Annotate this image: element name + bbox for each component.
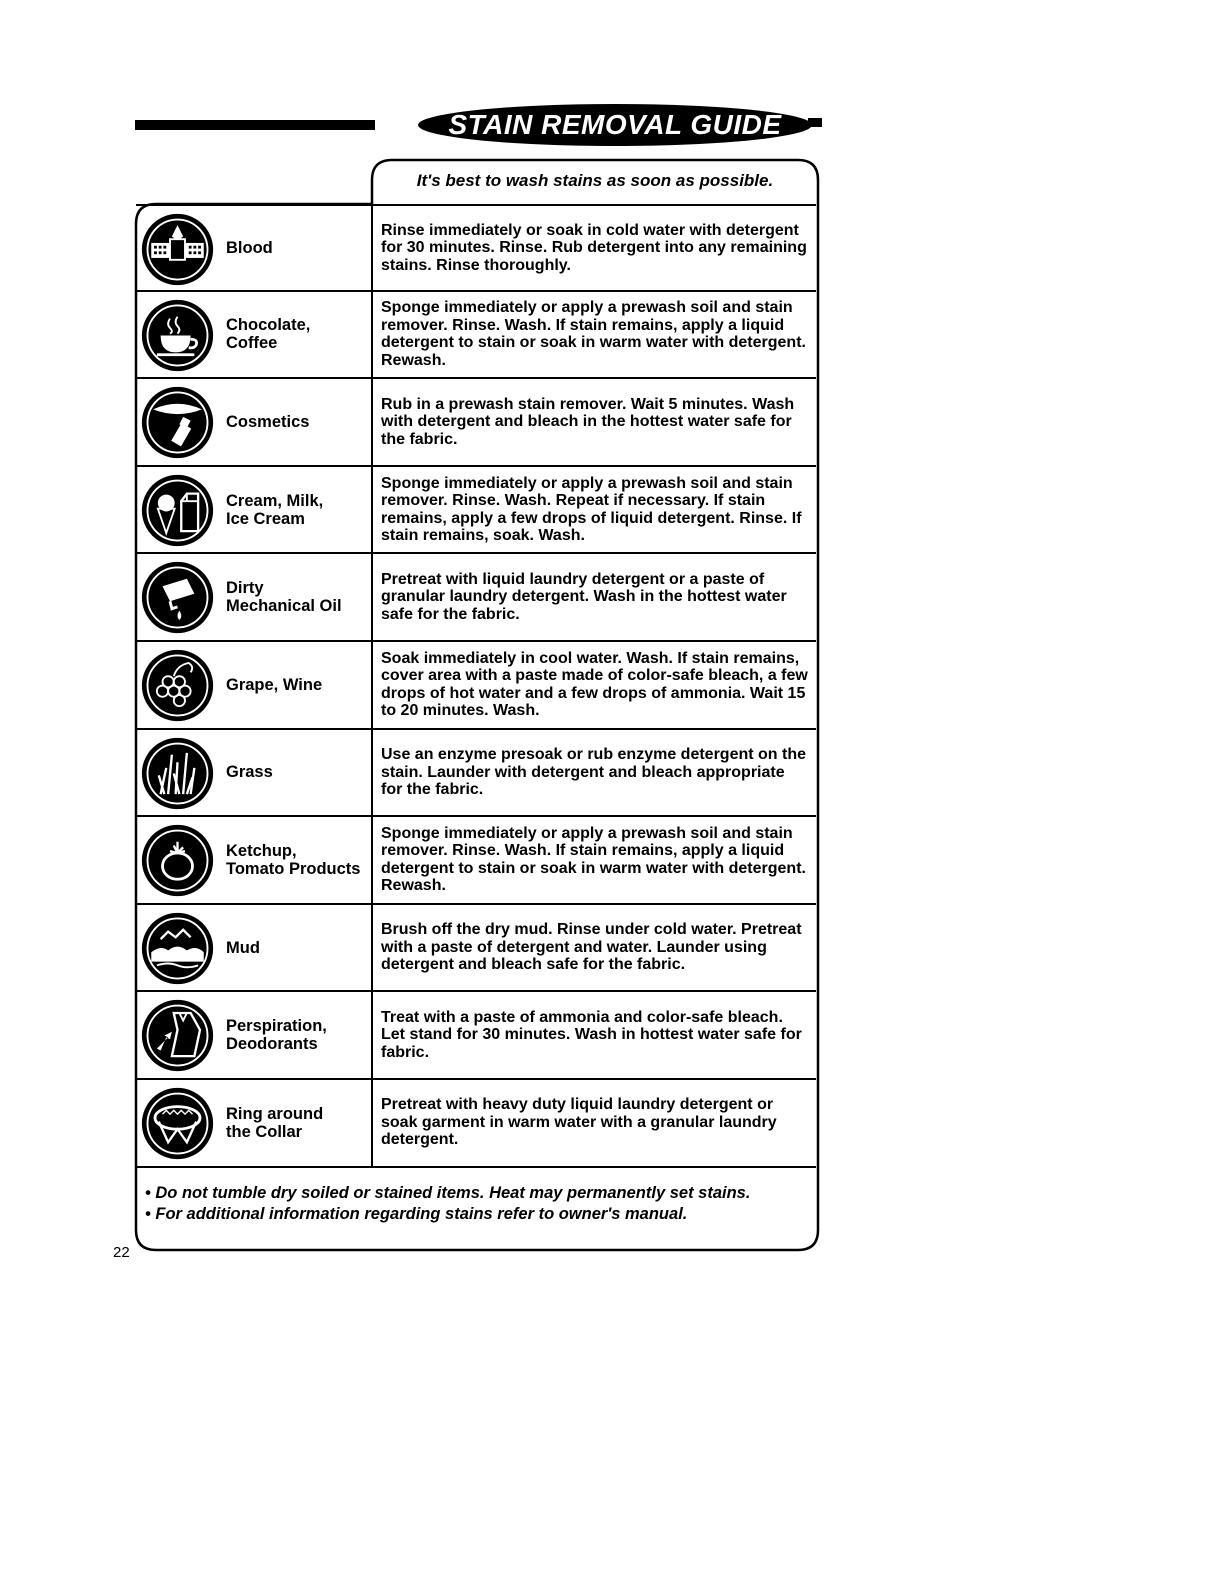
table-row <box>136 204 816 292</box>
footer-note: • Do not tumble dry soiled or stained items. Heat may permanently set stains. <box>145 1184 751 1202</box>
stain-instructions: Treat with a paste of ammonia and color-safe bleach. Let stand for 30 minutes. Wash in hottest water safe for fabric. <box>371 992 816 1078</box>
stain-name: Ketchup, Tomato Products <box>226 841 361 878</box>
collar-icon <box>140 1086 215 1161</box>
table-row <box>136 730 816 818</box>
table-row <box>136 292 816 380</box>
stain-name: Blood <box>226 238 273 257</box>
table-row <box>136 642 816 730</box>
footer-note: • For additional information regarding stains refer to owner's manual. <box>145 1205 688 1223</box>
stain-instructions: Soak immediately in cool water. Wash. If stain remains, cover area with a paste made of color-safe bleach, a few drops of hot water and a few drops of ammonia. Wait 15 to 20 minutes. Wash. <box>371 642 816 728</box>
stain-instructions: Sponge immediately or apply a prewash soil and stain remover. Rinse. Wash. If stain remains, apply a liquid detergent to stain or soak in warm water with detergent. Rewash. <box>371 292 816 378</box>
stain-name: Cosmetics <box>226 412 310 431</box>
top-rule <box>135 120 375 130</box>
oil-can-icon <box>140 560 215 635</box>
stain-instructions: Brush off the dry mud. Rinse under cold water. Pretreat with a paste of detergent and water. Launder using detergent and bleach safe for the fabric. <box>371 905 816 991</box>
page-number: 22 <box>113 1244 130 1261</box>
stain-instructions: Rub in a prewash stain remover. Wait 5 minutes. Wash with detergent and bleach in the hottest water safe for the fabric. <box>371 379 816 465</box>
stain-instructions: Pretreat with heavy duty liquid laundry detergent or soak garment in warm water with a granular laundry detergent. <box>371 1080 816 1166</box>
stain-instructions: Pretreat with liquid laundry detergent or a paste of granular laundry detergent. Wash in the hottest water safe for the fabric. <box>371 554 816 640</box>
stain-name: Grass <box>226 763 273 782</box>
stain-instructions: Use an enzyme presoak or rub enzyme detergent on the stain. Launder with detergent and bleach appropriate for the fabric. <box>371 730 816 816</box>
stain-name: Chocolate, Coffee <box>226 316 311 353</box>
shirt-underarm-icon <box>140 998 215 1073</box>
mud-icon <box>140 911 215 986</box>
ice-cream-milk-icon <box>140 473 215 548</box>
table-row <box>136 1080 816 1168</box>
table-row <box>136 905 816 993</box>
stain-name: Cream, Milk, Ice Cream <box>226 491 324 528</box>
blood-icon <box>140 212 215 287</box>
table-row <box>136 554 816 642</box>
stain-name: Grape, Wine <box>226 675 323 694</box>
title-banner <box>418 104 812 146</box>
footer-notes <box>145 1183 815 1225</box>
stain-name: Perspiration, Deodorants <box>226 1017 327 1054</box>
grass-icon <box>140 736 215 811</box>
tomato-icon <box>140 823 215 898</box>
stain-name: Ring around the Collar <box>226 1104 324 1141</box>
header-note: It's best to wash stains as soon as possible. <box>416 171 774 190</box>
stain-name: Dirty Mechanical Oil <box>226 579 342 616</box>
table-row <box>136 992 816 1080</box>
stain-instructions: Sponge immediately or apply a prewash soil and stain remover. Rinse. Wash. If stain remains, apply a liquid detergent to stain or soak in warm water with detergent. Rewash. <box>371 817 816 903</box>
coffee-cup-icon <box>140 298 215 373</box>
banner-tip <box>808 118 822 127</box>
page-title: STAIN REMOVAL GUIDE <box>448 109 782 140</box>
stain-instructions: Rinse immediately or soak in cold water with detergent for 30 minutes. Rinse. Rub detergent into any remaining stains. Rinse thoroughly. <box>371 206 816 290</box>
stain-name: Mud <box>226 938 260 957</box>
table-row <box>136 467 816 555</box>
table-row <box>136 817 816 905</box>
lipstick-icon <box>140 385 215 460</box>
grapes-icon <box>140 648 215 723</box>
stain-table <box>136 204 816 1168</box>
stain-instructions: Sponge immediately or apply a prewash soil and stain remover. Rinse. Wash. Repeat if necessary. If stain remains, apply a few drops of liquid detergent. Rinse. If stain remains, soak. Wash. <box>371 467 816 553</box>
table-row <box>136 379 816 467</box>
